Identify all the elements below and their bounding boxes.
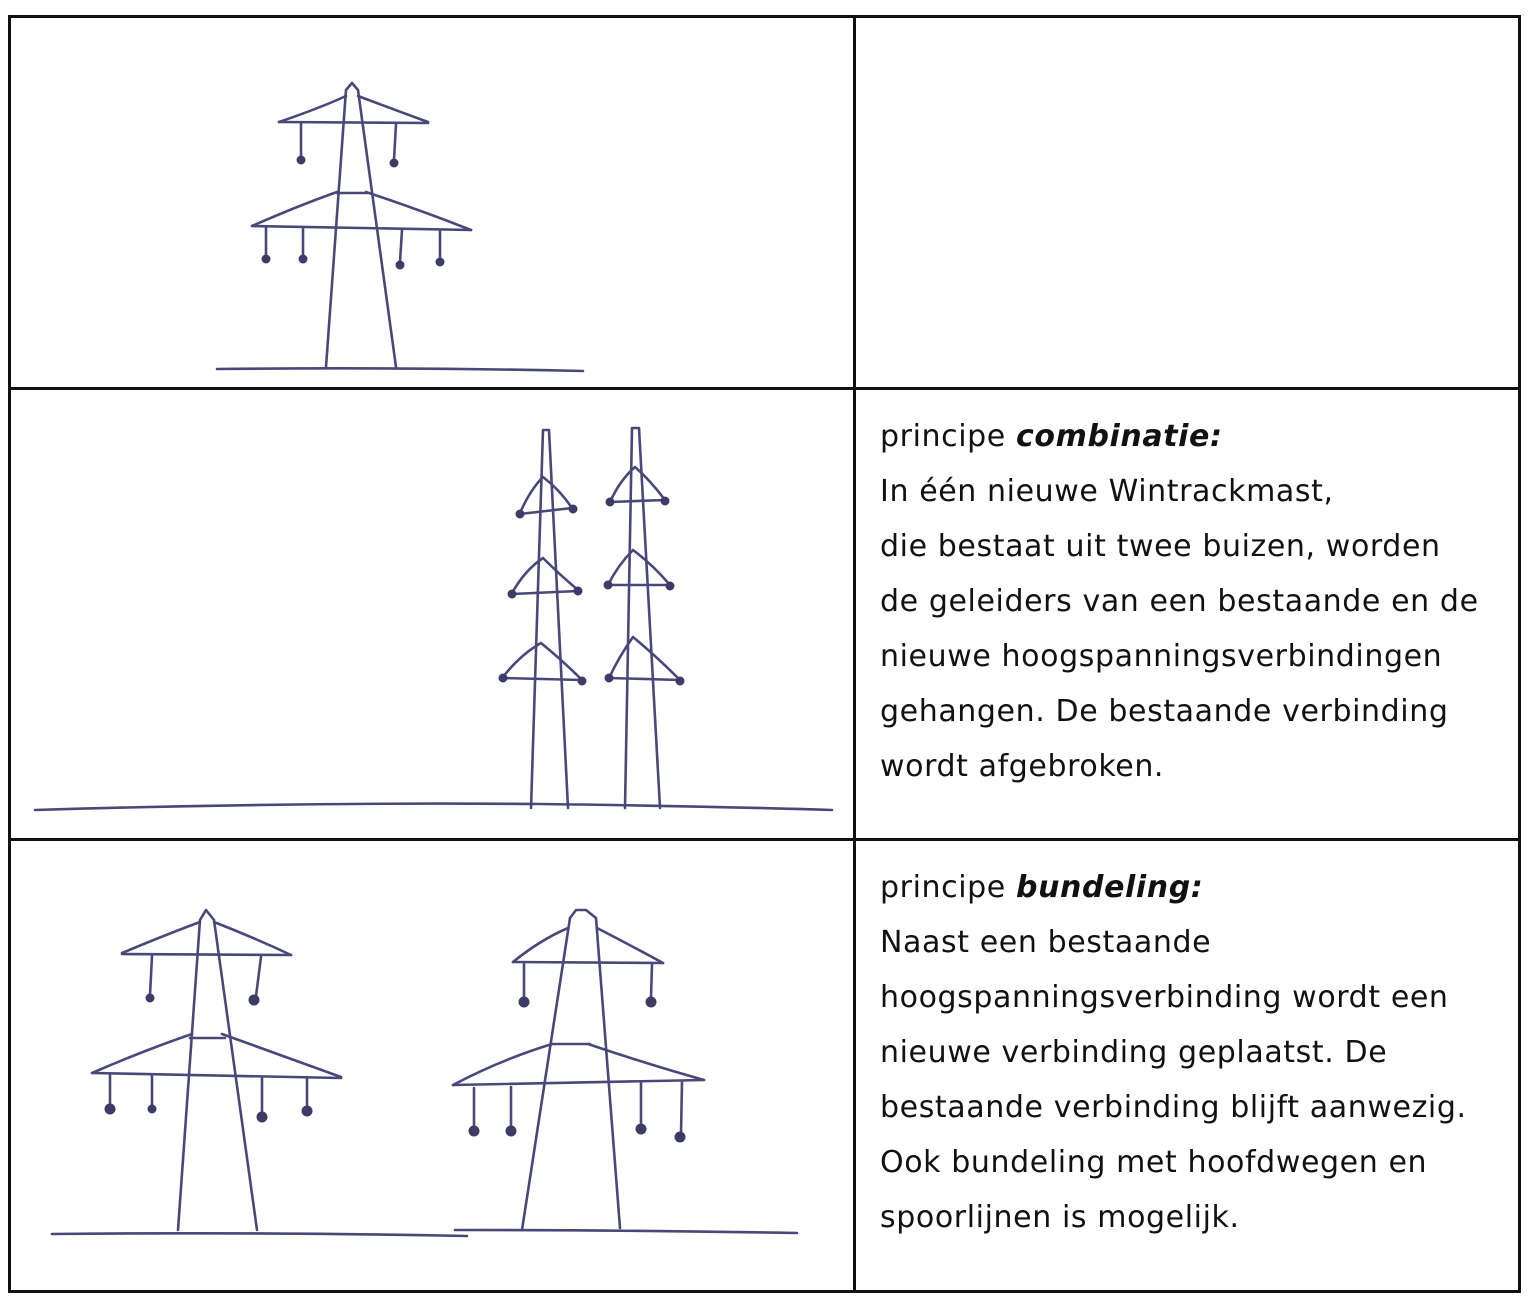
text-line: Naast een bestaande — [880, 925, 1212, 960]
text-line: spoorlijnen is mogelijk. — [880, 1200, 1240, 1235]
sketch-wintrack — [35, 428, 832, 810]
text-line: In één nieuwe Wintrackmast, — [880, 474, 1334, 509]
text-line: Ook bundeling met hoofdwegen en — [880, 1145, 1428, 1180]
row-bundeling-heading — [880, 860, 1467, 915]
heading-term: combinatie: — [1016, 419, 1223, 454]
heading-prefix: principe — [880, 419, 1016, 454]
sketch-bundeling — [52, 910, 797, 1236]
row-bundeling-text — [880, 860, 1467, 1245]
text-line: nieuwe hoogspanningsverbindingen — [880, 639, 1443, 674]
text-line: gehangen. De bestaande verbinding — [880, 694, 1449, 729]
text-line: die bestaat uit twee buizen, worden — [880, 529, 1441, 564]
row-combinatie-heading — [880, 409, 1479, 464]
text-line: bestaande verbinding blijft aanwezig. — [880, 1090, 1467, 1125]
heading-term: bundeling: — [1016, 870, 1204, 905]
text-line: de geleiders van een bestaande en de — [880, 584, 1479, 619]
heading-prefix: principe — [880, 870, 1016, 905]
text-line: wordt afgebroken. — [880, 749, 1165, 784]
text-line: nieuwe verbinding geplaatst. De — [880, 1035, 1388, 1070]
text-line: hoogspanningsverbinding wordt een — [880, 980, 1449, 1015]
pylon-existing — [217, 83, 583, 371]
row-combinatie-text — [880, 409, 1479, 794]
